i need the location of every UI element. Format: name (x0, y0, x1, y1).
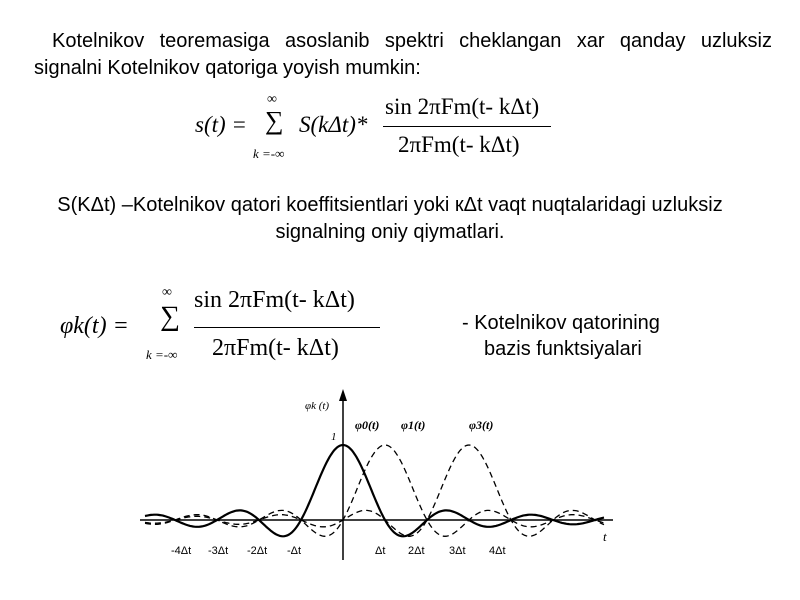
tick-label-4: 4Δt (489, 545, 506, 557)
formula-numerator: sin 2πFm(t- kΔt) (385, 94, 540, 119)
sum-upper-limit: ∞ (267, 92, 277, 107)
fraction-line (383, 126, 551, 127)
tick-label-1: Δt (375, 545, 386, 557)
formula-lhs: s(t) = (195, 112, 247, 137)
sum-upper-limit: ∞ (162, 285, 172, 300)
phi0-curve (145, 445, 604, 536)
tick-label-2: 2Δt (408, 545, 425, 557)
y-axis-arrow (339, 389, 347, 401)
tick-label-neg1: -Δt (287, 545, 302, 557)
basis-note (462, 310, 660, 362)
formula-lhs: φk(t) = (60, 313, 129, 339)
formula-numerator: sin 2πFm(t- kΔt) (194, 287, 355, 313)
phi1-label: φ1(t) (401, 418, 426, 432)
intro-paragraph: Kotelnikov teoremasiga asoslanib spektri cheklangan xar qanday uzluksiz signalni Kotelnikov qatoriga yoyish mumkin: (34, 30, 772, 79)
formula-denominator: 2πFm(t- kΔt) (212, 335, 339, 361)
tick-label-neg4: -4Δt (171, 545, 192, 557)
x-axis-label: t (603, 529, 607, 544)
sum-symbol: ∑ (265, 106, 284, 135)
tick-label-neg3: -3Δt (208, 545, 229, 557)
sum-lower-limit: k =-∞ (146, 347, 178, 362)
phi0-label: φ0(t) (355, 418, 380, 432)
tick-label-3: 3Δt (449, 545, 466, 557)
sum-symbol: ∑ (160, 301, 180, 332)
note-line-2: bazis funktsiyalari (484, 338, 642, 360)
y-axis-label: φk (t) (305, 400, 330, 412)
phi3-label: φ3(t) (469, 418, 494, 432)
basis-functions-graph (135, 385, 625, 570)
tick-label-neg2: -2Δt (247, 545, 268, 557)
peak-value-label: 1 (331, 431, 337, 443)
basis-function-formula (60, 283, 400, 378)
sum-lower-limit: k =-∞ (253, 146, 285, 161)
series-coefficient: S(kΔt)* (299, 112, 368, 137)
fraction-line (194, 327, 380, 328)
kotelnikov-series-formula (195, 92, 595, 176)
formula-denominator: 2πFm(t- kΔt) (398, 132, 520, 157)
coefficient-description: S(KΔt) –Kotelnikov qatori koeffitsientlari yoki кΔt vaqt nuqtalaridagi uzluksiz signalning oniy qiymatlari. (57, 194, 723, 243)
note-line-1: - Kotelnikov qatorining (462, 312, 660, 334)
